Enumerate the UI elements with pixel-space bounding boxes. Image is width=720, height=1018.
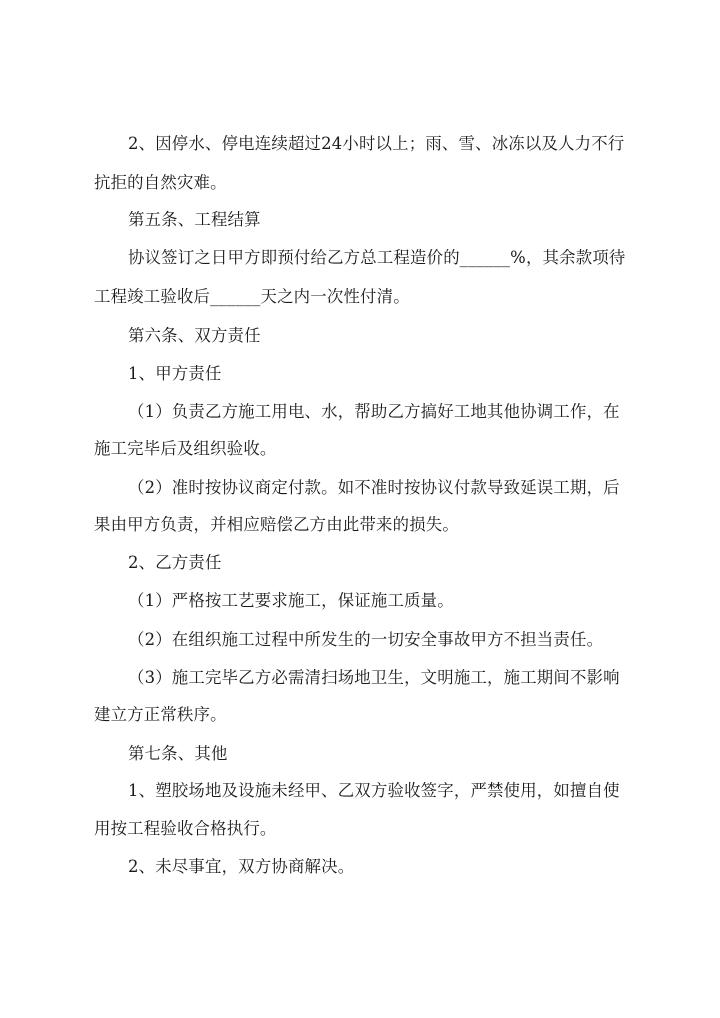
paragraph-line: （2）准时按协议商定付款。如不准时按协议付款导致延误工期，后 [128, 478, 620, 497]
paragraph-line: （3）施工完毕乙方必需清扫场地卫生，文明施工，施工期间不影响 [128, 668, 620, 687]
paragraph-line: 2、因停水、停电连续超过24小时以上；雨、雪、冰冻以及人力不行 [128, 134, 625, 153]
paragraph-line: （1）严格按工艺要求施工，保证施工质量。 [128, 591, 454, 610]
paragraph-line: 协议签订之日甲方即预付给乙方总工程造价的______%，其余款项待 [128, 248, 626, 267]
section-heading: 第六条、双方责任 [128, 326, 261, 345]
paragraph-line: 果由甲方负责，并相应赔偿乙方由此带来的损失。 [94, 515, 459, 534]
section-heading: 第七条、其他 [128, 744, 228, 763]
subsection-heading: 2、乙方责任 [128, 553, 222, 572]
paragraph-line: 用按工程验收合格执行。 [94, 819, 277, 838]
paragraph-line: 抗拒的自然灾难。 [94, 173, 227, 192]
paragraph-line: （2）在组织施工过程中所发生的一切安全事故甲方不担当责任。 [128, 630, 604, 649]
paragraph-line: 2、未尽事宜，双方协商解决。 [128, 857, 355, 876]
subsection-heading: 1、甲方责任 [128, 364, 222, 383]
paragraph-line: 1、塑胶场地及设施未经甲、乙双方验收签字，严禁使用，如擅自使 [128, 781, 620, 800]
paragraph-line: 工程竣工验收后______天之内一次性付清。 [94, 287, 410, 306]
paragraph-line: （1）负责乙方施工用电、水，帮助乙方搞好工地其他协调工作，在 [128, 402, 620, 421]
paragraph-line: 施工完毕后及组织验收。 [94, 439, 277, 458]
paragraph-line: 建立方正常秩序。 [94, 705, 227, 724]
section-heading: 第五条、工程结算 [128, 210, 261, 229]
